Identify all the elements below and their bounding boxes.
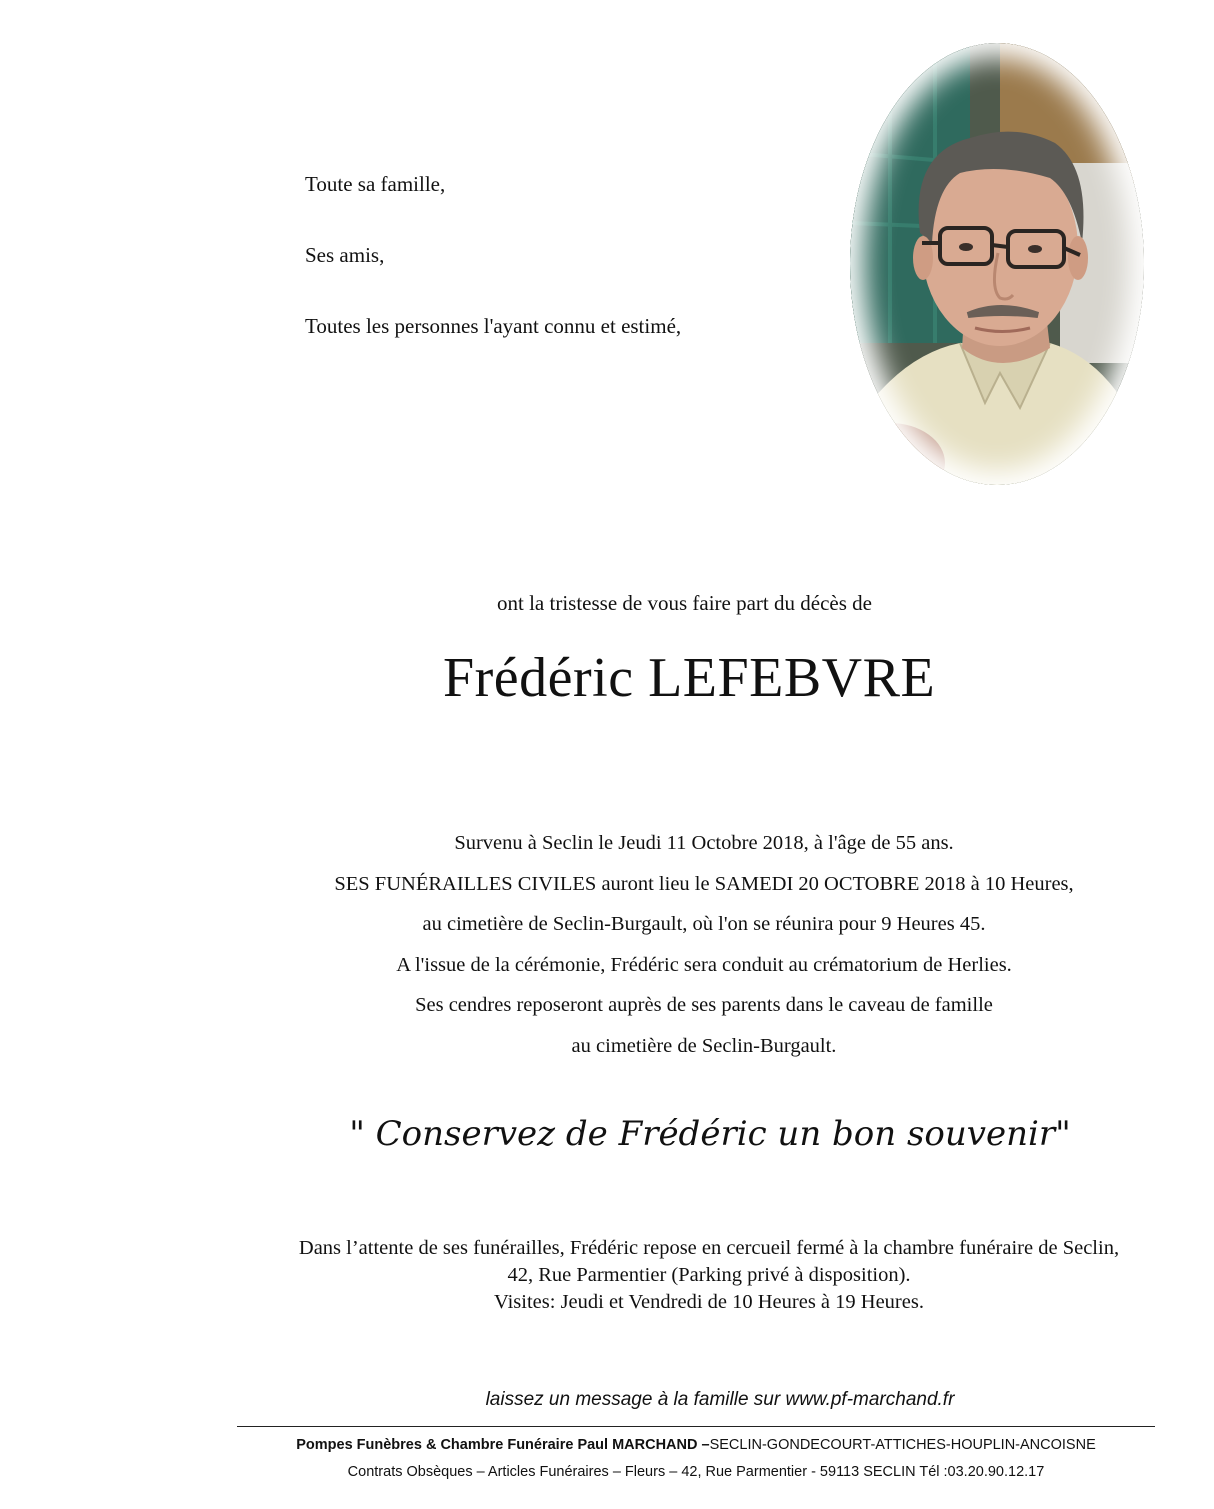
memorial-quote: " Conservez de Frédéric un bon souvenir" [349, 1114, 1071, 1154]
footer-divider [237, 1426, 1155, 1427]
detail-line: au cimetière de Seclin-Burgault. [571, 1035, 837, 1057]
intro-acquaintances: Toutes les personnes l'ayant connu et estimé, [305, 314, 682, 338]
footer-contact: Contrats Obsèques – Articles Funéraires – Fleurs – 42, Rue Parmentier - 59113 SECLIN Tél :03.20.90.12.17 [347, 1464, 1045, 1480]
footer-company-line [237, 1437, 1155, 1453]
deceased-name: Frédéric LEFEBVRE [443, 647, 936, 709]
message-website: laissez un message à la famille sur www.pf-marchand.fr [485, 1389, 955, 1410]
detail-line: A l'issue de la cérémonie, Frédéric sera conduit au crématorium de Herlies. [396, 954, 1012, 976]
footer-locations: SECLIN-GONDECOURT-ATTICHES-HOUPLIN-ANCOISNE [709, 1437, 1096, 1453]
detail-line: au cimetière de Seclin-Burgault, où l'on se réunira pour 9 Heures 45. [422, 913, 986, 935]
wake-line: Dans l’attente de ses funérailles, Frédéric repose en cercueil fermé à la chambre funéraire de Seclin, [298, 1237, 1120, 1259]
detail-line: Ses cendres reposeront auprès de ses parents dans le caveau de famille [415, 994, 993, 1016]
intro-family: Toute sa famille, [305, 172, 446, 196]
footer-company: Pompes Funèbres & Chambre Funéraire Paul MARCHAND – [296, 1437, 710, 1453]
wake-line: 42, Rue Parmentier (Parking privé à disposition). [507, 1264, 911, 1286]
portrait-illustration [850, 43, 1144, 485]
wake-line: Visites: Jeudi et Vendredi de 10 Heures à 19 Heures. [494, 1291, 924, 1313]
announcement-line: ont la tristesse de vous faire part du décès de [497, 591, 872, 615]
detail-line: SES FUNÉRAILLES CIVILES auront lieu le SAMEDI 20 OCTOBRE 2018 à 10 Heures, [334, 873, 1074, 895]
portrait-photo [850, 43, 1144, 485]
detail-line: Survenu à Seclin le Jeudi 11 Octobre 2018, à l'âge de 55 ans. [454, 832, 954, 854]
intro-friends: Ses amis, [305, 243, 385, 267]
